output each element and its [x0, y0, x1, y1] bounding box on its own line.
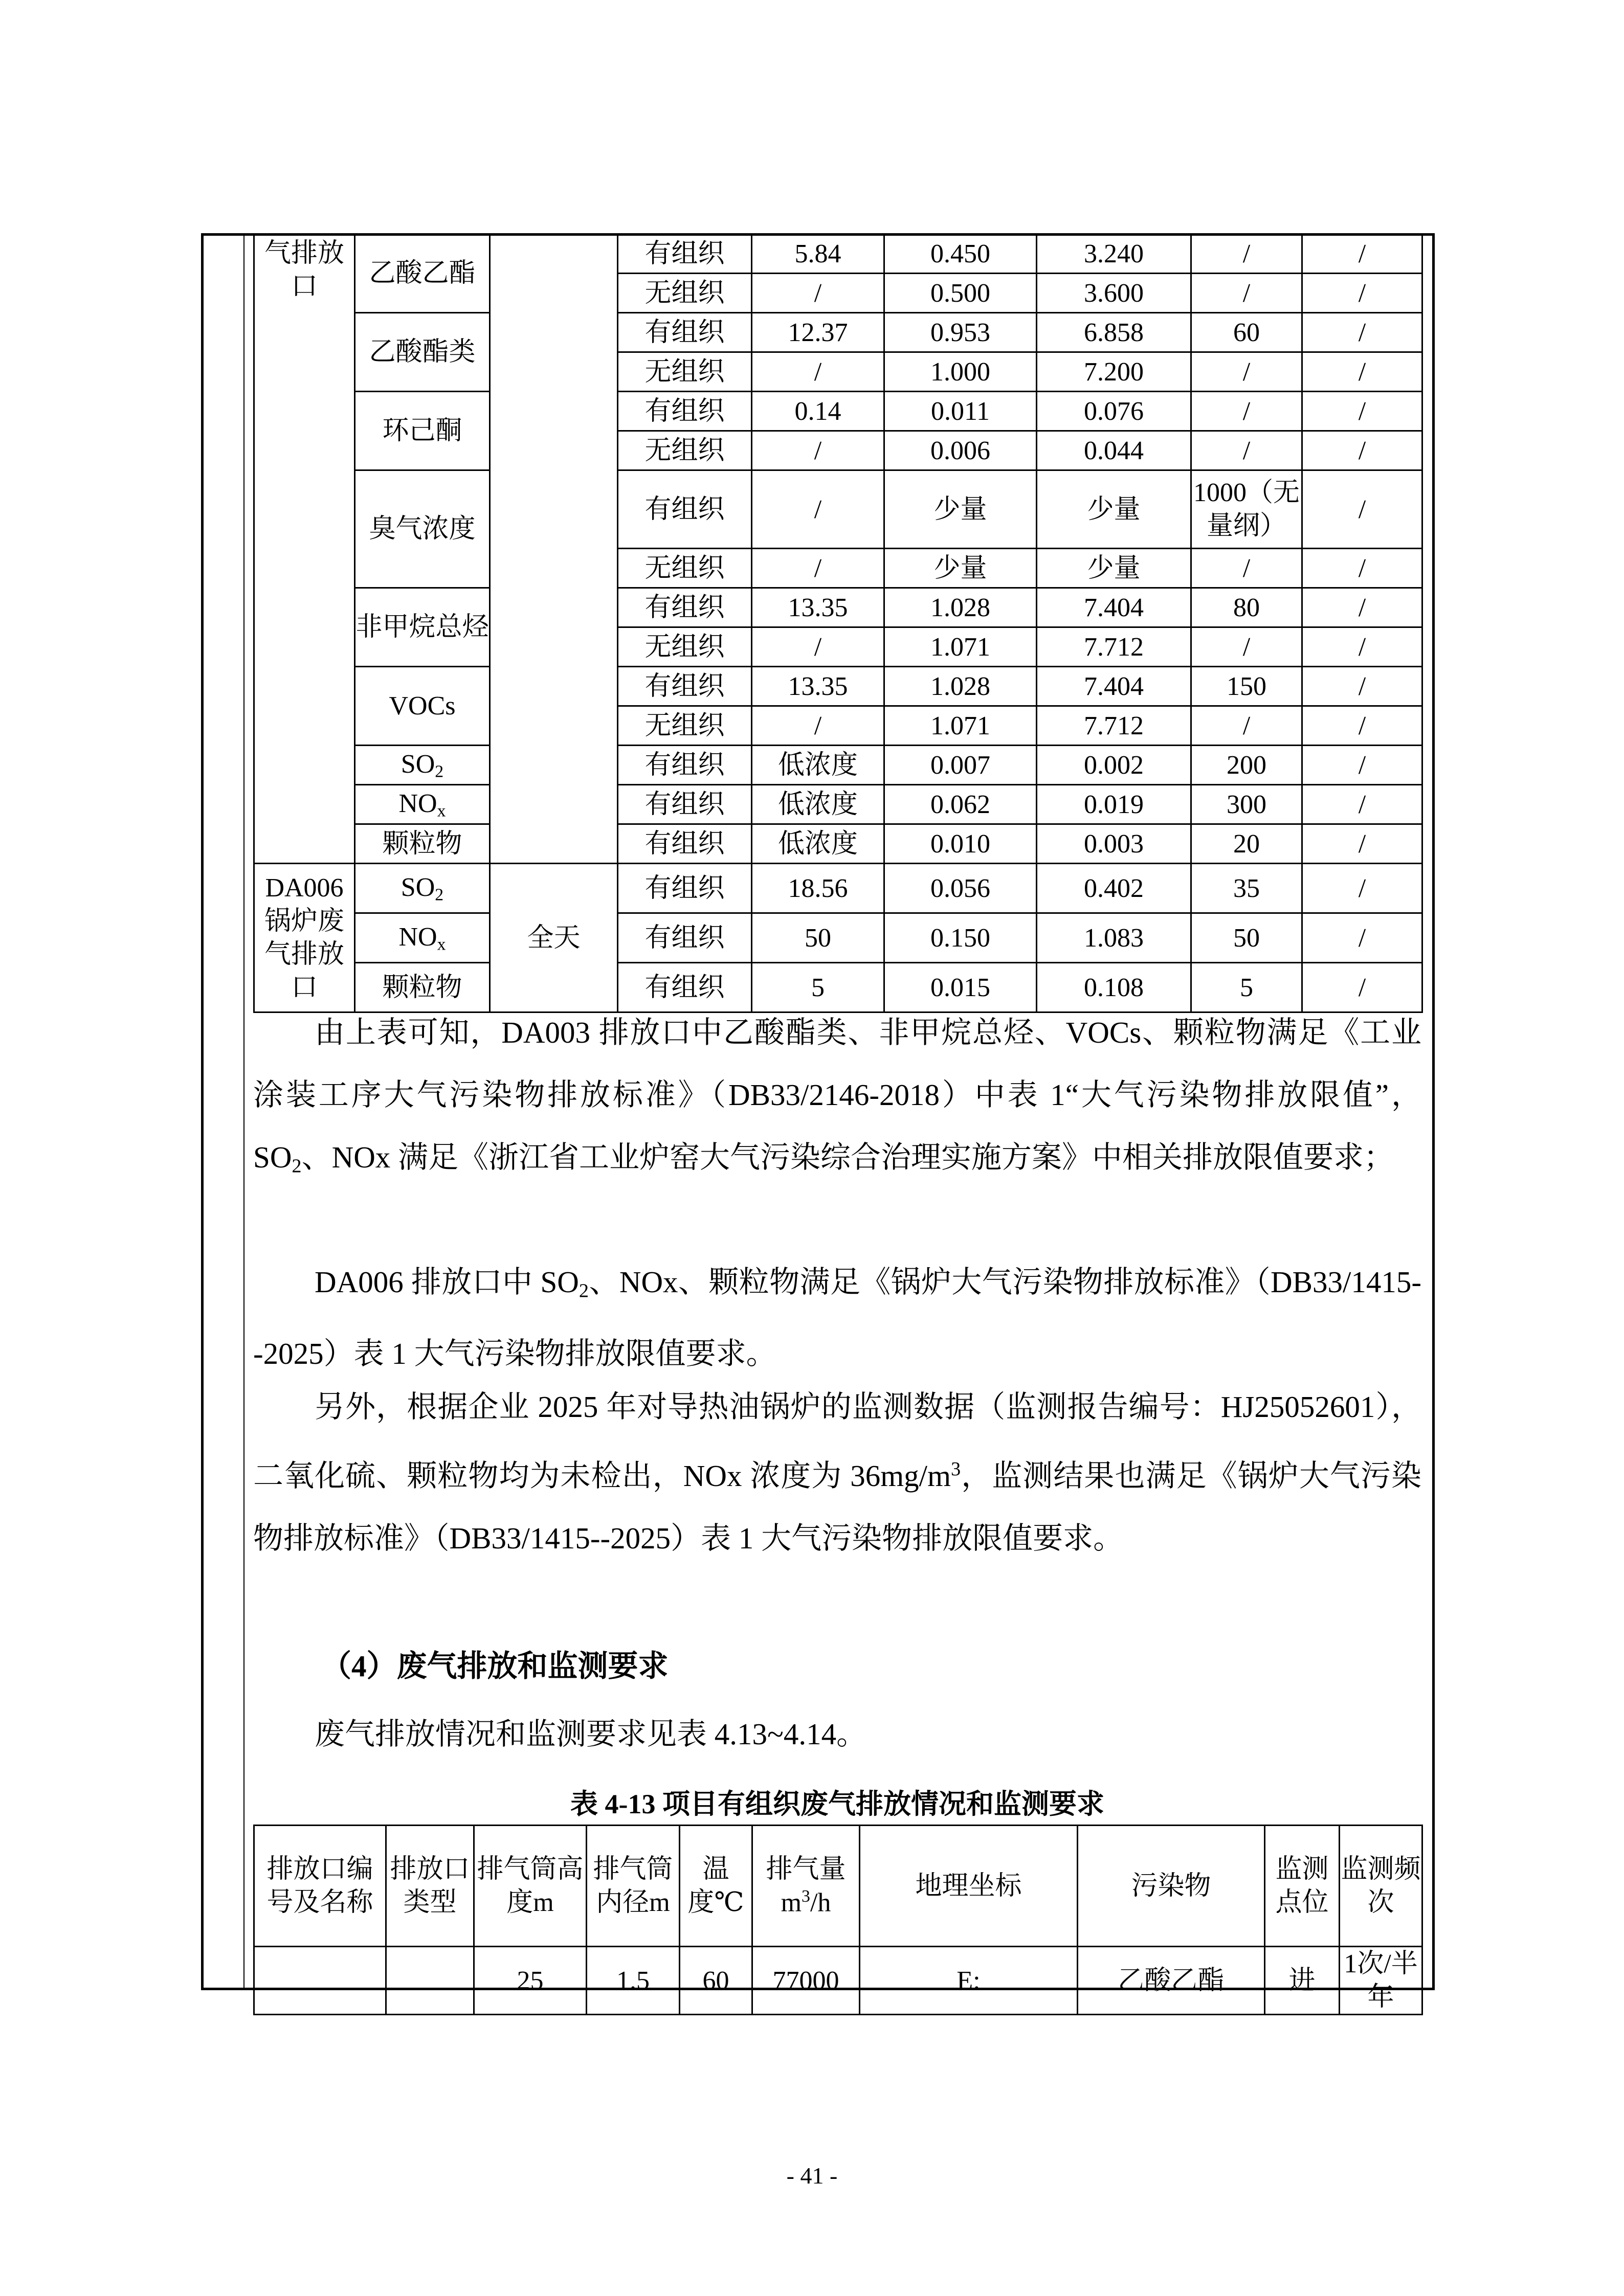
- amount-cell: 7.200: [1037, 352, 1191, 392]
- rate-cell: 0.010: [884, 824, 1037, 864]
- header-freq: 监测频次: [1340, 1826, 1422, 1947]
- header-flow: [752, 1826, 860, 1947]
- rate-cell: 0.015: [884, 963, 1037, 1012]
- limit-cell: /: [1191, 627, 1302, 667]
- limit-cell: 300: [1191, 785, 1302, 824]
- type-cell: 无组织: [618, 352, 752, 392]
- page-number: - 41 -: [786, 2163, 838, 2189]
- limit-cell: 5: [1191, 963, 1302, 1012]
- last-cell: /: [1302, 746, 1422, 785]
- row-outlet: [254, 1947, 386, 2015]
- last-cell: /: [1302, 627, 1422, 667]
- conc-cell: 低浓度: [752, 746, 884, 785]
- limit-cell: /: [1191, 392, 1302, 431]
- limit-cell: 35: [1191, 864, 1302, 913]
- rate-cell: 1.028: [884, 667, 1037, 706]
- pollutant-cell: 环己酮: [355, 392, 490, 470]
- conc-cell: /: [752, 627, 884, 667]
- conc-cell: 50: [752, 913, 884, 963]
- last-cell: /: [1302, 313, 1422, 352]
- type-cell: 有组织: [618, 392, 752, 431]
- amount-cell: 7.404: [1037, 588, 1191, 627]
- amount-cell: 少量: [1037, 470, 1191, 549]
- last-cell: /: [1302, 392, 1422, 431]
- para2-text-a: DA006 排放口中 SO: [315, 1265, 579, 1299]
- limit-cell: 60: [1191, 313, 1302, 352]
- amount-cell: 0.076: [1037, 392, 1191, 431]
- rate-cell: 0.062: [884, 785, 1037, 824]
- header-temp: 温度℃: [680, 1826, 752, 1947]
- rate-cell: 1.028: [884, 588, 1037, 627]
- pollutant-cell: 乙酸乙酯: [355, 234, 490, 313]
- type-cell: 有组织: [618, 588, 752, 627]
- rate-cell: 0.450: [884, 234, 1037, 274]
- pollutant-cell: [355, 746, 490, 785]
- limit-cell: /: [1191, 431, 1302, 470]
- last-cell: /: [1302, 274, 1422, 313]
- conc-cell: /: [752, 549, 884, 588]
- limit-cell: 20: [1191, 824, 1302, 864]
- conc-cell: 13.35: [752, 588, 884, 627]
- type-cell: 有组织: [618, 234, 752, 274]
- amount-cell: 少量: [1037, 549, 1191, 588]
- monitoring-table: [253, 1825, 1423, 2015]
- conc-cell: /: [752, 274, 884, 313]
- table-reference-paragraph: 废气排放情况和监测要求见表 4.13~4.14。: [315, 1717, 867, 1751]
- rate-cell: 少量: [884, 549, 1037, 588]
- limit-cell: 50: [1191, 913, 1302, 963]
- pollutant-sub: 2: [435, 885, 444, 905]
- conc-cell: 13.35: [752, 667, 884, 706]
- row-coords: E:: [860, 1947, 1078, 2015]
- type-cell: 有组织: [618, 313, 752, 352]
- rate-cell: 0.011: [884, 392, 1037, 431]
- type-cell: 无组织: [618, 706, 752, 746]
- conclusion-paragraph-1: [253, 1001, 1421, 1198]
- pollutant-sub: 2: [435, 762, 444, 781]
- type-cell: 有组织: [618, 963, 752, 1012]
- type-cell: 有组织: [618, 667, 752, 706]
- pollutant-cell: 臭气浓度: [355, 470, 490, 588]
- row-height: 25: [474, 1947, 587, 2015]
- outlet-cell: DA006锅炉废气排放口: [254, 864, 355, 1012]
- last-cell: /: [1302, 667, 1422, 706]
- conc-cell: 低浓度: [752, 785, 884, 824]
- conc-cell: 5.84: [752, 234, 884, 274]
- pollutant-main: SO: [401, 872, 435, 902]
- conc-cell: 低浓度: [752, 824, 884, 864]
- header-flow-tail: /h: [810, 1888, 831, 1918]
- conc-cell: /: [752, 706, 884, 746]
- pollutant-cell: 非甲烷总烃: [355, 588, 490, 667]
- para1-text-a: 由上表可知，DA003 排放口中乙酸酯类、非甲烷总烃、VOCs、颗粒物满足《工业涂装工序大气污染物排放标准》（DB33/2146-2018）中表 1“大气污染物排放限值”，SO: [253, 1016, 1421, 1174]
- header-flow-main: 排气量m: [766, 1854, 846, 1918]
- type-cell: 有组织: [618, 470, 752, 549]
- rate-cell: 0.500: [884, 274, 1037, 313]
- conc-cell: /: [752, 470, 884, 549]
- last-cell: /: [1302, 470, 1422, 549]
- header-point: 监测点位: [1265, 1826, 1340, 1947]
- last-cell: /: [1302, 963, 1422, 1012]
- limit-cell: /: [1191, 234, 1302, 274]
- emission-table: [253, 233, 1423, 1013]
- row-type: [386, 1947, 474, 2015]
- limit-cell: 200: [1191, 746, 1302, 785]
- conclusion-paragraph-2: [253, 1251, 1421, 1385]
- type-cell: 有组织: [618, 864, 752, 913]
- pollutant-cell: [355, 913, 490, 963]
- limit-cell: 80: [1191, 588, 1302, 627]
- last-cell: /: [1302, 549, 1422, 588]
- row-pollutant: 乙酸乙酯: [1078, 1947, 1265, 2015]
- last-cell: /: [1302, 785, 1422, 824]
- rate-cell: 少量: [884, 470, 1037, 549]
- amount-cell: 7.712: [1037, 627, 1191, 667]
- amount-cell: 0.019: [1037, 785, 1191, 824]
- conc-cell: /: [752, 352, 884, 392]
- para2-text-b: 、NOx、颗粒物满足《锅炉大气污染物排放标准》（DB33/1415--2025）表 1 大气污染物排放限值要求。: [253, 1265, 1421, 1370]
- amount-cell: 0.044: [1037, 431, 1191, 470]
- section-heading: （4）废气排放和监测要求: [321, 1649, 669, 1683]
- conc-cell: /: [752, 431, 884, 470]
- type-cell: 有组织: [618, 785, 752, 824]
- rate-cell: 0.953: [884, 313, 1037, 352]
- last-cell: /: [1302, 913, 1422, 963]
- last-cell: /: [1302, 431, 1422, 470]
- header-diameter: 排气筒内径m: [587, 1826, 680, 1947]
- last-cell: /: [1302, 234, 1422, 274]
- pollutant-cell: VOCs: [355, 667, 490, 746]
- amount-cell: 0.003: [1037, 824, 1191, 864]
- amount-cell: 6.858: [1037, 313, 1191, 352]
- type-cell: 无组织: [618, 627, 752, 667]
- rate-cell: 0.056: [884, 864, 1037, 913]
- pollutant-sub: x: [437, 935, 446, 954]
- amount-cell: 3.600: [1037, 274, 1191, 313]
- header-outlet: 排放口编号及名称: [254, 1826, 386, 1947]
- rate-cell: 1.071: [884, 627, 1037, 667]
- header-type: 排放口类型: [386, 1826, 474, 1947]
- amount-cell: 7.404: [1037, 667, 1191, 706]
- header-pollutant: 污染物: [1078, 1826, 1265, 1947]
- pollutant-cell: 颗粒物: [355, 824, 490, 864]
- pollutant-cell: 乙酸酯类: [355, 313, 490, 392]
- type-cell: 有组织: [618, 746, 752, 785]
- type-cell: 有组织: [618, 824, 752, 864]
- type-cell: 有组织: [618, 913, 752, 963]
- row-freq: 1次/半年: [1340, 1947, 1422, 2015]
- type-cell: 无组织: [618, 431, 752, 470]
- amount-cell: 7.712: [1037, 706, 1191, 746]
- type-cell: 无组织: [618, 549, 752, 588]
- outlet-cell: 气排放口: [254, 234, 355, 864]
- limit-cell: 1000（无量纲）: [1191, 470, 1302, 549]
- type-cell: 无组织: [618, 274, 752, 313]
- para3-sup: 3: [950, 1458, 961, 1480]
- amount-cell: 3.240: [1037, 234, 1191, 274]
- header-height: 排气筒高度m: [474, 1826, 587, 1947]
- time-cell: 全天: [490, 864, 618, 1012]
- monitoring-paragraph: [253, 1376, 1421, 1569]
- rate-cell: 0.006: [884, 431, 1037, 470]
- rate-cell: 1.071: [884, 706, 1037, 746]
- row-point: 进: [1265, 1947, 1340, 2015]
- row-diameter: 1.5: [587, 1947, 680, 2015]
- limit-cell: /: [1191, 274, 1302, 313]
- rate-cell: 0.150: [884, 913, 1037, 963]
- para1-sub: 2: [292, 1155, 302, 1177]
- pollutant-main: NO: [398, 922, 437, 952]
- para1-text-b: 、NOx 满足《浙江省工业炉窑大气污染综合治理实施方案》中相关排放限值要求；: [301, 1140, 1394, 1174]
- para2-sub: 2: [579, 1280, 589, 1302]
- conc-cell: 5: [752, 963, 884, 1012]
- rate-cell: 1.000: [884, 352, 1037, 392]
- pollutant-main: SO: [401, 749, 435, 779]
- pollutant-cell: 颗粒物: [355, 963, 490, 1012]
- limit-cell: /: [1191, 549, 1302, 588]
- frame-inner-line: [243, 236, 244, 1988]
- row-flow: 77000: [752, 1947, 860, 2015]
- conc-cell: 0.14: [752, 392, 884, 431]
- rate-cell: 0.007: [884, 746, 1037, 785]
- limit-cell: 150: [1191, 667, 1302, 706]
- last-cell: /: [1302, 824, 1422, 864]
- limit-cell: /: [1191, 706, 1302, 746]
- time-cell: [490, 234, 618, 864]
- amount-cell: 0.002: [1037, 746, 1191, 785]
- header-flow-sup: 3: [802, 1886, 810, 1906]
- amount-cell: 1.083: [1037, 913, 1191, 963]
- header-coords: 地理坐标: [860, 1826, 1078, 1947]
- pollutant-sub: x: [437, 801, 446, 821]
- pollutant-main: NO: [398, 789, 437, 818]
- conc-cell: 18.56: [752, 864, 884, 913]
- last-cell: /: [1302, 352, 1422, 392]
- last-cell: /: [1302, 864, 1422, 913]
- pollutant-cell: [355, 864, 490, 913]
- row-temp: 60: [680, 1947, 752, 2015]
- pollutant-cell: [355, 785, 490, 824]
- para3-text-b: ，监测结果也满足《锅炉大气污染物排放标准》（DB33/1415--2025）表 1 大气污染物排放限值要求。: [253, 1459, 1421, 1556]
- last-cell: /: [1302, 588, 1422, 627]
- amount-cell: 0.402: [1037, 864, 1191, 913]
- limit-cell: /: [1191, 352, 1302, 392]
- conc-cell: 12.37: [752, 313, 884, 352]
- amount-cell: 0.108: [1037, 963, 1191, 1012]
- table-caption: 表 4-13 项目有组织废气排放情况和监测要求: [570, 1789, 1104, 1819]
- last-cell: /: [1302, 706, 1422, 746]
- para3-text-a: 另外，根据企业 2025 年对导热油锅炉的监测数据（监测报告编号：HJ25052601），二氧化硫、颗粒物均为未检出，NOx 浓度为 36mg/m: [253, 1390, 1421, 1493]
